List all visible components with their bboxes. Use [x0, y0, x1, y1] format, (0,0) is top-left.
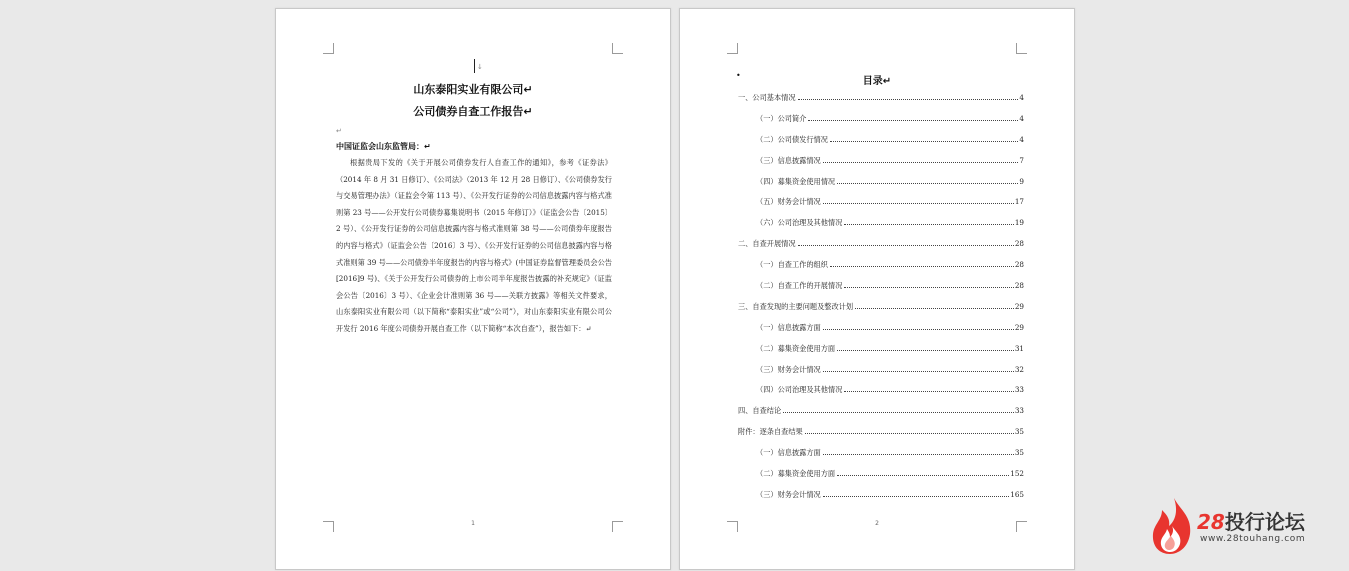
toc-entry-page: 28 [1014, 281, 1024, 291]
toc-entry-label: （三）信息披露情况 [756, 155, 821, 165]
toc-entry[interactable] [738, 469, 1024, 490]
toc-dot-leader [823, 496, 1010, 497]
toc-entry-label: （三）财务会计情况 [756, 489, 821, 499]
toc-entry-page: 35 [1014, 427, 1024, 437]
margin-corner-top-left [727, 43, 738, 54]
toc-dot-leader [823, 454, 1014, 455]
toc-entry-page: 33 [1014, 406, 1024, 416]
toc-dot-leader [808, 120, 1018, 121]
salutation[interactable]: 中国证监会山东监管局：↵ [336, 142, 431, 151]
toc-dot-leader [823, 203, 1014, 204]
toc-entry-page: 29 [1014, 322, 1024, 332]
toc-entry[interactable] [738, 135, 1024, 156]
toc-entry[interactable] [738, 114, 1024, 135]
toc-entry-page: 7 [1019, 155, 1024, 165]
toc-entry[interactable] [738, 281, 1024, 302]
toc-entry[interactable] [738, 365, 1024, 386]
toc-entry[interactable] [738, 93, 1024, 114]
document-page-1[interactable] [275, 8, 671, 570]
forum-logo-text: 28投行论坛 [1197, 510, 1305, 534]
toc-entry-page: 17 [1014, 197, 1024, 207]
toc-entry-label: （二）募集资金使用方面 [756, 469, 836, 479]
text-cursor [474, 59, 475, 73]
toc-entry-page: 4 [1019, 93, 1024, 102]
toc-dot-leader [823, 162, 1019, 163]
page-number: 2 [875, 520, 879, 527]
toc-entry[interactable] [738, 302, 1024, 323]
toc-dot-leader [783, 412, 1014, 413]
toc-entry-page: 31 [1014, 343, 1024, 353]
toc-entry-page: 29 [1014, 301, 1024, 311]
toc-entry[interactable] [738, 197, 1024, 218]
toc-dot-leader [844, 224, 1014, 225]
toc-entry-label: （六）公司治理及其他情况 [756, 218, 843, 228]
company-title[interactable]: 山东泰阳实业有限公司↵ [413, 83, 533, 96]
watermark-logo [1150, 496, 1340, 556]
toc-dot-leader [844, 287, 1014, 288]
toc-entry-page: 4 [1019, 113, 1024, 123]
toc-entry-page: 35 [1014, 448, 1024, 458]
toc-dot-leader [830, 266, 1014, 267]
document-page-2[interactable] [679, 8, 1075, 570]
toc-entry-label: （三）财务会计情况 [756, 364, 821, 374]
toc-entry-label: （五）财务会计情况 [756, 197, 821, 207]
toc-entry-page: 152 [1010, 469, 1024, 479]
toc-entry[interactable] [738, 344, 1024, 365]
toc-entry[interactable] [738, 406, 1024, 427]
toc-entry-label: 四、自查结论 [738, 406, 782, 416]
report-title[interactable]: 公司债券自查工作报告↵ [413, 105, 533, 118]
toc-entry[interactable] [738, 385, 1024, 406]
toc-entry[interactable] [738, 156, 1024, 177]
toc-entry[interactable] [738, 427, 1024, 448]
report-body-paragraph[interactable]: 根据贵局下发的《关于开展公司债券发行人自查工作的通知》，参考《证券法》（2014 年 8 月 31 日修订）、《公司法》（2013 年 12 月 28 日修订）、《公司债券发行与交易管理办法》（证监会令第 113 号）、《公开发行证券的公司信息披露内容与格式准则第 23 号——公开发行公司债券募集说明书（2015 年修订）》（证监会公告〔2015〕2 号）、《公开发行证券的公司信息披露内容与格式准则第 38 号——公司债券年度报告的内容与格式》（证监会公告〔2016〕3 号）、《公开发行证券的公司信息披露内容与格式准则第 39 号——公司债券半年度报告的内容与格式》(中国证券监督管理委员会公告[2016]9 号)、《关于公开发行公司债券的上市公司半年度报告披露的补充规定》（证监会公告〔2016〕3 号）、《企业会计准则第 36 号——关联方披露》等相关文件要求，山东泰阳实业有限公司（以下简称“泰阳实业”或“公司”），对山东泰阳实业有限公司公开发行 2016 年度公司债券开展自查工作（以下简称“本次自查”），报告如下：↵ [336, 158, 612, 333]
toc-dot-leader [837, 350, 1014, 351]
toc-entry[interactable] [738, 218, 1024, 239]
toc-entry-page: 165 [1010, 489, 1024, 499]
toc-entry-label: （二）募集资金使用方面 [756, 343, 836, 353]
toc-title[interactable]: 目录↵ [862, 76, 892, 87]
page-number: 1 [471, 520, 475, 527]
forum-url: www.28touhang.com [1200, 534, 1306, 544]
toc-dot-leader [798, 245, 1014, 246]
toc-dot-leader [823, 329, 1014, 330]
paragraph-mark: ↓ [477, 63, 483, 71]
toc-dot-leader [837, 475, 1009, 476]
toc-entry-label: 一、公司基本情况 [738, 93, 796, 102]
toc-entry[interactable] [738, 239, 1024, 260]
table-of-contents [738, 93, 1024, 511]
toc-dot-leader [837, 183, 1018, 184]
toc-entry-label: 附件：逐条自查结果 [738, 427, 803, 437]
toc-entry-label: （一）信息披露方面 [756, 448, 821, 458]
toc-entry-page: 4 [1019, 134, 1024, 144]
blank-paragraph-mark: ↵ [336, 127, 342, 135]
toc-entry[interactable] [738, 260, 1024, 281]
toc-entry-label: （四）募集资金使用情况 [756, 176, 836, 186]
toc-entry-page: 32 [1014, 364, 1024, 374]
toc-entry-label: （一）信息披露方面 [756, 322, 821, 332]
toc-entry-label: （一）自查工作的组织 [756, 260, 828, 270]
toc-entry-label: （四）公司治理及其他情况 [756, 385, 843, 395]
toc-entry[interactable] [738, 177, 1024, 198]
toc-entry-label: （一）公司简介 [756, 113, 807, 123]
toc-dot-leader [844, 391, 1014, 392]
toc-entry-label: （二）自查工作的开展情况 [756, 281, 843, 291]
margin-corner-top-right [612, 43, 623, 54]
toc-entry-page: 28 [1014, 239, 1024, 249]
toc-entry-label: 二、自查开展情况 [738, 239, 796, 249]
margin-corner-top-left [323, 43, 334, 54]
toc-entry-label: 三、自查发现的主要问题及整改计划 [738, 301, 854, 311]
toc-dot-leader [798, 99, 1019, 100]
toc-entry-label: （二）公司债发行情况 [756, 134, 828, 144]
toc-dot-leader [805, 433, 1014, 434]
margin-corner-top-right [1016, 43, 1027, 54]
toc-entry[interactable] [738, 323, 1024, 344]
toc-entry-page: 19 [1014, 218, 1024, 228]
toc-dot-leader [823, 371, 1014, 372]
toc-entry-page: 33 [1014, 385, 1024, 395]
toc-entry[interactable] [738, 490, 1024, 511]
toc-entry[interactable] [738, 448, 1024, 469]
toc-dot-leader [830, 141, 1019, 142]
toc-entry-page: 28 [1014, 260, 1024, 270]
bullet-mark: • [736, 71, 741, 80]
toc-dot-leader [855, 308, 1014, 309]
flame-icon [1150, 496, 1194, 556]
toc-entry-page: 9 [1019, 176, 1024, 186]
